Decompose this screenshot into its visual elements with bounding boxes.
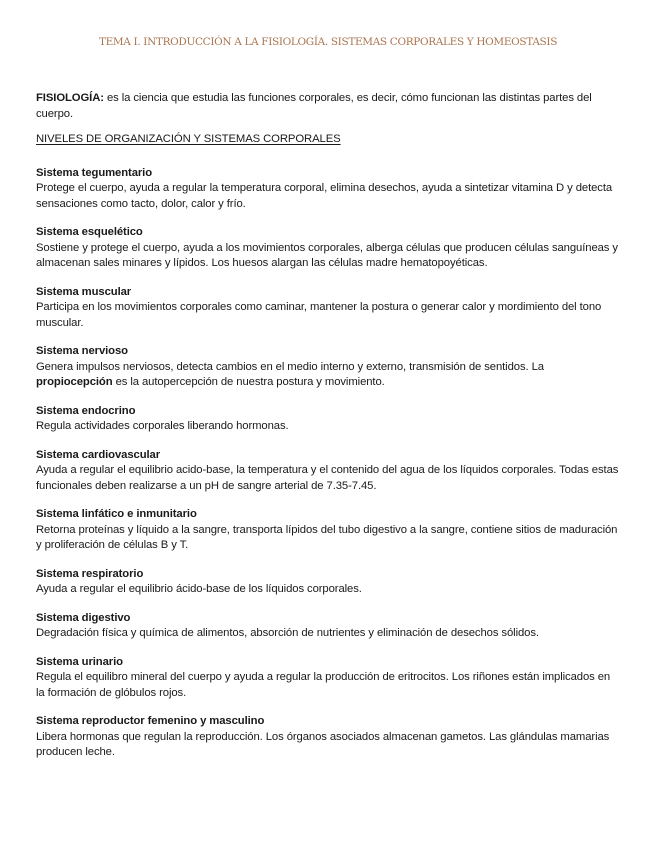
system-entry-esqueletico (36, 225, 620, 272)
system-entry-digestivo (36, 611, 620, 642)
system-name: Sistema nervioso (36, 345, 128, 357)
system-description: Degradación física y química de alimentos, absorción de nutrientes y eliminación de desechos sólidos. (36, 627, 539, 639)
system-description: Participa en los movimientos corporales como caminar, mantener la postura o generar calor y mordimiento del tono muscular. (36, 301, 602, 329)
intro-paragraph (36, 91, 620, 122)
system-entry-muscular (36, 285, 620, 332)
system-entry-cardiovascular (36, 448, 620, 495)
description-bold-term: propiocepción (36, 376, 113, 388)
system-description: Ayuda a regular el equilibrio ácido-base de los líquidos corporales. (36, 583, 362, 595)
system-name: Sistema linfático e inmunitario (36, 508, 197, 520)
system-entry-nervioso (36, 344, 620, 391)
system-name: Sistema respiratorio (36, 567, 144, 580)
system-description: Sostiene y protege el cuerpo, ayuda a los movimientos corporales, alberga células que producen células sanguíneas y almacenan sales minares y lípidos. Los huesos alargan las células madre hematopoyéticas. (36, 241, 618, 269)
system-description: Libera hormonas que regulan la reproducción. Los órganos asociados almacenan gametos. Las glándulas mamarias producen leche. (36, 730, 610, 758)
system-entry-respiratorio (36, 567, 620, 598)
system-name: Sistema tegumentario (36, 166, 153, 179)
document-body (36, 91, 620, 774)
intro-term: FISIOLOGÍA: (36, 92, 104, 104)
section-heading: NIVELES DE ORGANIZACIÓN Y SISTEMAS CORPORALES (36, 133, 341, 145)
system-name: Sistema cardiovascular (36, 448, 161, 461)
system-name: Sistema reproductor femenino y masculino (36, 715, 265, 727)
document-header-title: TEMA I. INTRODUCCIÓN A LA FISIOLOGÍA. SISTEMAS CORPORALES Y HOMEOSTASIS (98, 36, 558, 48)
description-text: Genera impulsos nerviosos, detecta cambios en el medio interno y externo, transmisión de sentidos. La (36, 360, 544, 373)
system-name: Sistema endocrino (36, 404, 136, 417)
system-description: Retorna proteínas y líquido a la sangre, transporta lípidos del tubo digestivo a la sangre, contiene sitios de maduración y proliferación de células B y T. (36, 523, 618, 551)
system-name: Sistema digestivo (36, 611, 131, 624)
system-name: Sistema urinario (36, 655, 123, 668)
system-description: Regula actividades corporales liberando hormonas. (36, 420, 289, 432)
system-name: Sistema esquelético (36, 226, 143, 238)
system-description: Ayuda a regular el equilibrio acido-base, la temperatura y el contenido del agua de los líquidos corporales. Todas estas funcionales deben realizarse a un pH de sangre arterial de 7.35-7.45. (36, 464, 619, 492)
system-name: Sistema muscular (36, 285, 132, 298)
system-entry-endocrino (36, 404, 620, 435)
system-description (36, 360, 620, 391)
system-description: Protege el cuerpo, ayuda a regular la temperatura corporal, elimina desechos, ayuda a sintetizar vitamina D y detecta sensaciones como tacto, dolor, calor y frío. (36, 182, 613, 210)
intro-definition: es la ciencia que estudia las funciones corporales, es decir, cómo funcionan las distintas partes del cuerpo. (36, 92, 592, 120)
system-entry-urinario (36, 655, 620, 702)
system-entry-tegumentario (36, 166, 620, 213)
description-text: es la autopercepción de nuestra postura y movimiento. (112, 376, 385, 388)
system-description: Regula el equilibro mineral del cuerpo y ayuda a regular la producción de eritrocitos. Los riñones están implicados en la formación de glóbulos rojos. (36, 671, 611, 699)
system-entry-reproductor (36, 714, 620, 761)
system-entry-linfatico (36, 507, 620, 554)
